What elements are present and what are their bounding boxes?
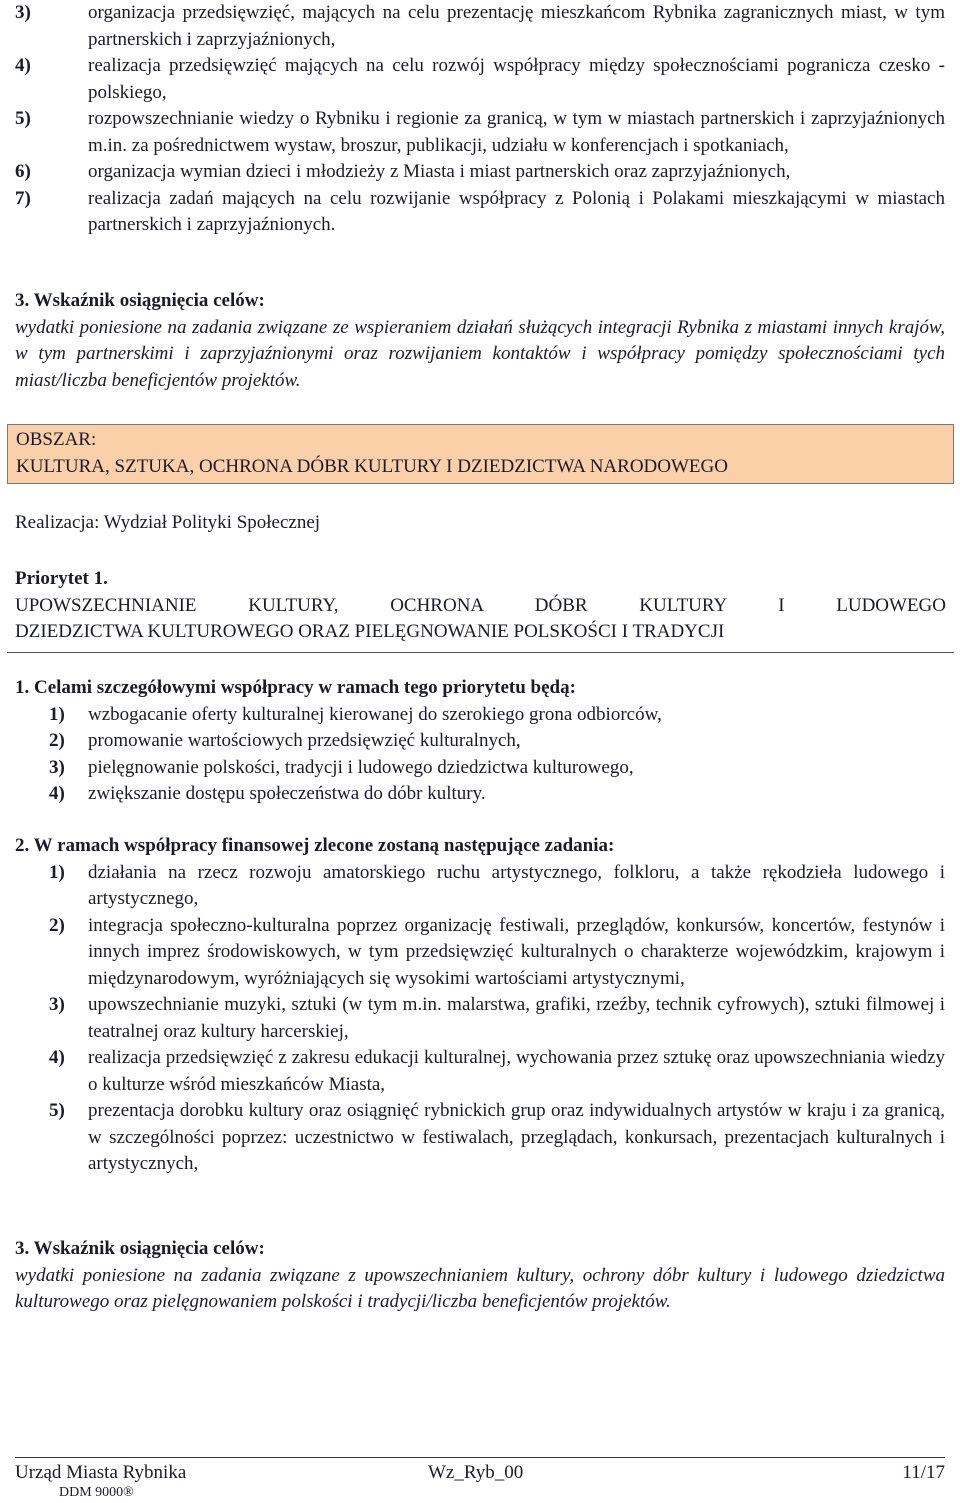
item-number: 5): [15, 108, 31, 129]
tasks-heading: 2. W ramach współpracy finansowej zlecone zostaną następujące zadania:: [15, 835, 615, 856]
list-item: [15, 860, 945, 913]
list-item: [15, 913, 945, 993]
area-label: OBSZAR:: [16, 429, 97, 450]
list-item: [15, 728, 945, 755]
priority-label: Priorytet 1.: [15, 568, 108, 589]
area-box: [7, 424, 954, 484]
list-item: [15, 781, 945, 808]
footer-document-code: Wz_Ryb_00: [428, 1462, 524, 1483]
item-text: promowanie wartościowych przedsięwzięć kulturalnych,: [88, 730, 521, 751]
item-text: organizacja przedsięwzięć, mających na celu prezentację mieszkańcom Rybnika zagranicznych miast, w tym partnerskich i zaprzyjaźnionych,: [88, 2, 945, 50]
list-item: [15, 106, 945, 159]
footer-divider: [15, 1457, 945, 1458]
item-text: realizacja zadań mających na celu rozwijanie współpracy z Polonią i Polakami mieszkającymi w miastach partnerskich i zaprzyjaźnionych.: [88, 187, 945, 235]
item-number: 4): [49, 1047, 65, 1068]
item-number: 1): [49, 703, 65, 725]
item-text: organizacja wymian dzieci i młodzieży z Miasta i miast partnerskich oraz zaprzyjaźnionych,: [88, 161, 791, 182]
indicator-heading: 3. Wskaźnik osiągnięcia celów:: [15, 1238, 265, 1259]
indicator-heading: 3. Wskaźnik osiągnięcia celów:: [15, 290, 265, 311]
item-text: realizacja przedsięwzięć z zakresu edukacji kulturalnej, wychowania przez sztukę oraz upowszechniania wiedzy o kulturze wśród mieszkańców Miasta,: [88, 1047, 945, 1095]
item-text: pielęgnowanie polskości, tradycji i ludowego dziedzictwa kulturowego,: [88, 756, 634, 778]
item-number: 3): [15, 2, 31, 23]
area-title: KULTURA, SZTUKA, OCHRONA DÓBR KULTURY I DZIEDZICTWA NARODOWEGO: [16, 455, 728, 477]
footer-ddm-mark: DDM 9000®: [59, 1485, 134, 1500]
indicator-text: wydatki poniesione na zadania związane z upowszechnianiem kultury, ochrony dóbr kultury i ludowego dziedzictwa kulturowego oraz pielęgnowaniem polskości i tradycji/liczba beneficjentów projektów.: [15, 1264, 945, 1312]
indicator-text: wydatki poniesione na zadania związane ze wspieraniem działań służących integracji Rybnika z miastami innych krajów, w tym partnerskimi i zaprzyjaźnionymi oraz rozwijaniem kontaktów i współpracy pomiędzy społecznościami tych miast/liczba beneficjentów projektów.: [15, 316, 945, 391]
indicator-section-1: [15, 288, 945, 394]
list-item: [15, 1098, 945, 1178]
list-item: [15, 186, 945, 239]
item-text: prezentacja dorobku kultury oraz osiągnięć rybnickich grup oraz indywidualnych artystów w kraju i za granicą, w szczególności poprzez: uczestnictwo w festiwalach, przeglądach, konkursach, prezentacjach kulturalnych i artystycznych,: [88, 1100, 945, 1174]
item-text: rozpowszechnianie wiedzy o Rybniku i regionie za granicą, w tym w miastach partnerskich i zaprzyjaźnionych m.in. za pośrednictwem wystaw, broszur, publikacji, udziału w konferencjach i spotkaniach,: [88, 108, 945, 156]
list-item: [15, 755, 945, 782]
item-text: działania na rzecz rozwoju amatorskiego ruchu artystycznego, folkloru, a także rękodzieła ludowego i artystycznego,: [88, 861, 945, 909]
list-item: [15, 702, 945, 729]
list-item: [15, 159, 945, 186]
item-number: 5): [49, 1100, 65, 1121]
item-text: integracja społeczno-kulturalna poprzez organizację festiwali, przeglądów, konkursów, koncertów, festynów i innych imprez środowiskowych, w tym przedsięwzięć kulturalnych o charakterze wojewódzkim, krajowym i międzynarodowym, wyróżniających się wysokimi wartościami artystycznymi,: [88, 914, 945, 989]
item-text: wzbogacanie oferty kulturalnej kierowanej do szerokiego grona odbiorców,: [88, 703, 662, 725]
item-number: 1): [49, 861, 65, 883]
footer-page-number: 11/17: [902, 1462, 945, 1483]
item-number: 4): [49, 783, 65, 804]
top-list: [15, 0, 945, 239]
list-item: [15, 1045, 945, 1098]
item-text: zwiększanie dostępu społeczeństwa do dóbr kultury.: [88, 783, 486, 804]
item-number: 2): [49, 730, 65, 751]
item-number: 7): [15, 187, 31, 209]
goals-section: [15, 675, 945, 808]
item-text: upowszechnianie muzyki, sztuki (w tym m.in. malarstwa, grafiki, rzeźby, technik cyfrowych), sztuki filmowej i teatralnej oraz kultury harcerskiej,: [88, 994, 945, 1042]
item-number: 4): [15, 55, 31, 76]
list-item: [15, 53, 945, 106]
list-item: [15, 0, 945, 53]
item-number: 3): [49, 756, 65, 778]
priority-box: [7, 562, 954, 653]
item-text: realizacja przedsięwzięć mających na celu rozwój współpracy między społecznościami pogranicza czesko - polskiego,: [88, 55, 945, 103]
priority-title-line-1: UPOWSZECHNIANIE KULTURY, OCHRONA DÓBR KULTURY I LUDOWEGO: [15, 594, 946, 616]
list-item: [15, 992, 945, 1045]
item-number: 3): [49, 994, 65, 1015]
priority-title-line-2: DZIEDZICTWA KULTUROWEGO ORAZ PIELĘGNOWANIE POLSKOŚCI I TRADYCJI: [15, 621, 725, 642]
item-number: 2): [49, 914, 65, 936]
footer-organization: Urząd Miasta Rybnika: [15, 1462, 187, 1483]
realization-line: Realizacja: Wydział Polityki Społecznej: [15, 512, 321, 533]
item-number: 6): [15, 161, 31, 182]
tasks-section: [15, 833, 945, 1178]
goals-heading: 1. Celami szczegółowymi współpracy w ramach tego priorytetu będą:: [15, 677, 576, 698]
indicator-section-2: [15, 1236, 945, 1316]
page-footer: [15, 1460, 945, 1486]
